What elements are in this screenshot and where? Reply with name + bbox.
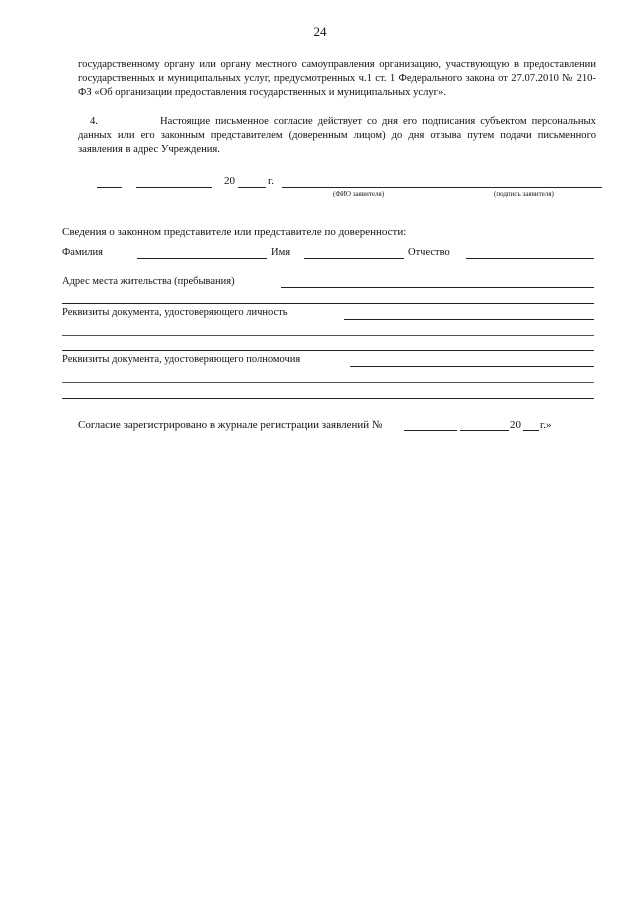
authority-document-field-line-3[interactable] xyxy=(62,398,594,399)
registration-year-field[interactable] xyxy=(523,430,539,431)
patronymic-field[interactable] xyxy=(466,258,594,259)
id-document-label: Реквизиты документа, удостоверяющего личность xyxy=(62,307,288,318)
page-number: 24 xyxy=(313,24,327,39)
registration-text: Согласие зарегистрировано в журнале регистрации заявлений № xyxy=(78,419,383,431)
paragraph-4-rest: персональных данных или его законным представителем (доверенным лицом) до дня отзыва путем подачи письменного заявления в адрес Учреждения. xyxy=(78,116,596,156)
authority-document-field[interactable] xyxy=(350,366,594,367)
registration-year-suffix: г.» xyxy=(540,419,552,431)
surname-label: Фамилия xyxy=(62,247,103,258)
authority-document-field-line-2[interactable] xyxy=(62,382,594,383)
id-document-field[interactable] xyxy=(344,319,594,320)
year-prefix: 20 xyxy=(224,175,235,187)
day-blank[interactable] xyxy=(97,187,122,188)
surname-field[interactable] xyxy=(137,258,267,259)
id-document-field-line-2[interactable] xyxy=(62,335,594,336)
month-blank[interactable] xyxy=(136,187,212,188)
address-field-line-2[interactable] xyxy=(62,303,594,304)
year-suffix: г. xyxy=(268,175,275,187)
registration-date-field[interactable] xyxy=(460,430,509,431)
name-field[interactable] xyxy=(304,258,404,259)
address-field[interactable] xyxy=(281,287,594,288)
authority-document-label: Реквизиты документа, удостоверяющего полномочия xyxy=(62,354,301,365)
patronymic-label: Отчество xyxy=(408,247,450,258)
fio-caption: (ФИО заявителя) xyxy=(333,190,385,198)
fio-signature-blank[interactable] xyxy=(282,187,602,188)
address-label: Адрес места жительства (пребывания) xyxy=(62,276,235,287)
year-blank[interactable] xyxy=(238,187,266,188)
registration-year-prefix: 20 xyxy=(510,419,521,431)
consent-paragraph-continuation: государственному органу или органу местного самоуправления организацию, участвующую в предоставлении государственных и муниципальных услуг, предусмотренных ч.1 ст. 1 Федерального закона от 27.07.2010 № 210-ФЗ «Об организации предоставления государственных и муниципальных услуг». xyxy=(78,59,596,99)
consent-paragraph-4 xyxy=(78,115,596,158)
name-label: Имя xyxy=(271,247,291,258)
paragraph-number: 4. xyxy=(90,116,98,127)
representative-heading: Сведения о законном представителе или представителе по доверенности: xyxy=(62,226,407,238)
paragraph-4-first-line: Настоящие письменное согласие действует со дня его подписания субъектом xyxy=(160,116,527,127)
id-document-field-line-3[interactable] xyxy=(62,350,594,351)
registration-number-field[interactable] xyxy=(404,430,457,431)
signature-caption: (подпись заявителя) xyxy=(494,190,554,198)
